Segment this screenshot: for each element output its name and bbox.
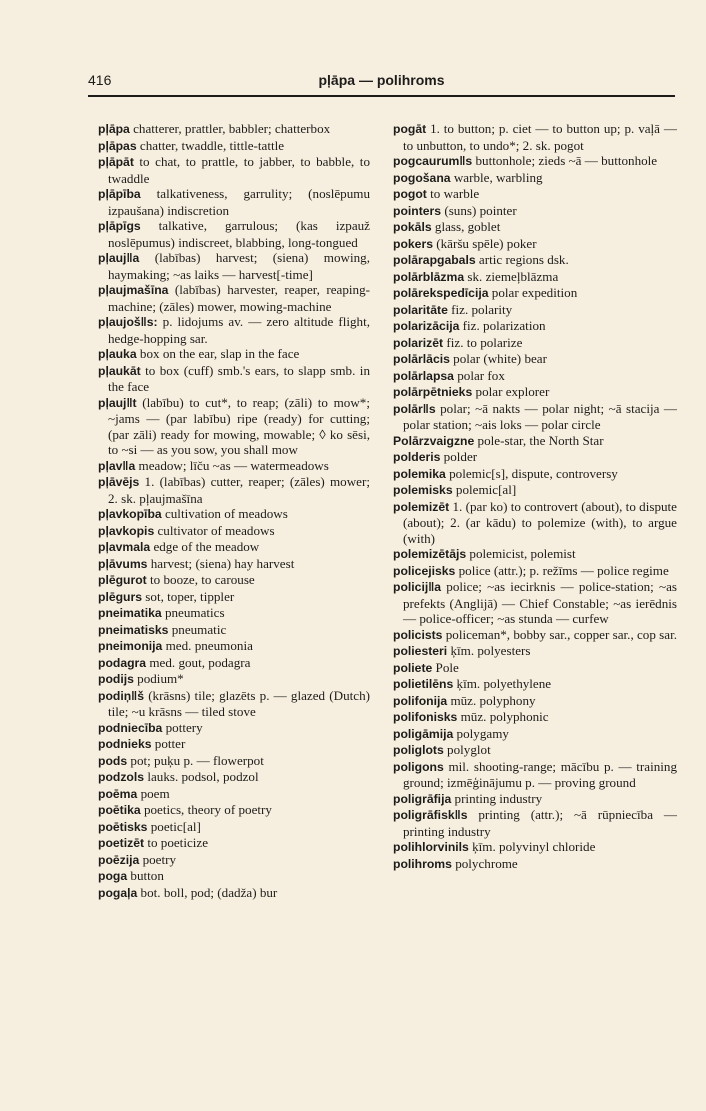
entry-headword: pļaujošǁs: bbox=[98, 315, 158, 329]
dictionary-entry bbox=[393, 401, 677, 433]
entry-gloss: (labības) harvest; (siena) mowing, haymaking; ~as laiks — harvest[-time] bbox=[108, 250, 370, 282]
entry-gloss: warble, warbling bbox=[450, 169, 543, 185]
entry-headword: pļavkopis bbox=[98, 523, 155, 538]
dictionary-entry bbox=[98, 720, 370, 737]
entry-gloss: to chat, to prattle, to jabber, to babble, to twaddle bbox=[108, 154, 370, 186]
entry-headword: polemika bbox=[393, 466, 446, 481]
entry-headword: pļavmala bbox=[98, 540, 151, 554]
entry-gloss: polemicist, polemist bbox=[466, 546, 576, 561]
entry-headword: polihlorvinils bbox=[393, 840, 469, 854]
dictionary-entry bbox=[98, 655, 370, 672]
dictionary-entry bbox=[98, 852, 370, 869]
entry-gloss: pneumatic bbox=[168, 621, 227, 637]
entry-gloss: Pole bbox=[432, 659, 459, 675]
dictionary-entry bbox=[393, 335, 677, 352]
dictionary-entry bbox=[393, 546, 677, 563]
dictionary-entry bbox=[98, 474, 370, 506]
dictionary-entry bbox=[98, 346, 370, 363]
entry-headword: poētisks bbox=[98, 819, 148, 834]
entry-gloss: mūz. polyphony bbox=[447, 692, 536, 708]
dictionary-entry bbox=[393, 482, 677, 499]
entry-gloss: mūz. polyphonic bbox=[457, 709, 549, 724]
running-head: pļāpa — polihroms bbox=[318, 72, 445, 88]
dictionary-entry bbox=[393, 384, 677, 401]
dictionary-entry bbox=[98, 458, 370, 475]
dictionary-entry bbox=[98, 786, 370, 803]
entry-gloss: polar explorer bbox=[472, 384, 550, 399]
entry-headword: pļāpa bbox=[98, 122, 130, 136]
entry-gloss: talkative, garrulous; (kas izpauž noslēpumus) indiscreet, blabbing, long-tongued bbox=[108, 218, 370, 250]
entry-gloss: glass, goblet bbox=[431, 219, 501, 234]
entry-gloss: artic regions dsk. bbox=[475, 252, 569, 267]
entry-headword: plēgurot bbox=[98, 573, 147, 587]
entry-gloss: talkativeness, garrulity; (noslēpumu izpaušana) indiscretion bbox=[108, 186, 370, 218]
dictionary-entry bbox=[98, 885, 370, 902]
entry-gloss: fiz. polarity bbox=[447, 301, 513, 317]
entry-headword: pogaļa bbox=[98, 885, 138, 900]
dictionary-entry bbox=[393, 368, 677, 385]
right-column bbox=[393, 121, 677, 872]
dictionary-entry bbox=[393, 627, 677, 644]
entry-gloss: to warble bbox=[426, 186, 480, 201]
entry-gloss: (krāsns) tile; glazēts p. — glazed (Dutch) tile; ~u krāsns — tiled stove bbox=[108, 687, 370, 719]
entry-gloss: 1. (par ko) to controvert (about), to dispute (about); 2. (ar kādu) to polemize (with), to argue (with) bbox=[403, 498, 677, 546]
entry-headword: pļaujǁt bbox=[98, 395, 137, 410]
entry-gloss: box on the ear, slap in the face bbox=[136, 346, 300, 361]
entry-headword: pļavkopība bbox=[98, 507, 162, 521]
entry-headword: policists bbox=[393, 627, 443, 642]
entry-gloss: pottery bbox=[162, 719, 203, 735]
dictionary-entry bbox=[393, 742, 677, 759]
dictionary-entry bbox=[98, 671, 370, 688]
page-number: 416 bbox=[88, 72, 112, 88]
entry-headword: podagra bbox=[98, 655, 147, 670]
entry-gloss: sk. ziemeļblāzma bbox=[464, 268, 559, 284]
entry-gloss: police; ~as iecirknis — police-station; ~as prefekts (Anglijā) — Chief Constable; ~as ierēdnis — police-officer; ~as stunda — curfew bbox=[403, 579, 677, 626]
entry-gloss: lauks. podsol, podzol bbox=[144, 769, 259, 784]
dictionary-entry bbox=[393, 449, 677, 466]
entry-gloss: button bbox=[127, 868, 164, 883]
entry-headword: pļāpas bbox=[98, 138, 137, 153]
entry-headword: polārpētnieks bbox=[393, 385, 473, 399]
entry-headword: pogāt bbox=[393, 122, 427, 136]
entry-headword: polietilēns bbox=[393, 677, 454, 691]
dictionary-entry bbox=[98, 250, 370, 282]
entry-headword: polemizētājs bbox=[393, 547, 467, 561]
dictionary-entry bbox=[393, 726, 677, 743]
entry-gloss: poem bbox=[137, 785, 170, 801]
dictionary-entry bbox=[98, 688, 370, 720]
entry-gloss: printing (attr.); ~ā rūpniecība — printing industry bbox=[403, 807, 677, 839]
entry-headword: podijs bbox=[98, 672, 134, 686]
entry-gloss: (kāršu spēle) poker bbox=[432, 235, 537, 251]
dictionary-entry bbox=[98, 556, 370, 573]
entry-gloss: policeman*, bobby sar., copper sar., cop sar. bbox=[442, 626, 677, 642]
entry-headword: poligrāfiskǁs bbox=[393, 808, 468, 822]
entry-headword: podnieks bbox=[98, 737, 152, 751]
entry-headword: podiņǁš bbox=[98, 688, 145, 703]
dictionary-entry bbox=[393, 236, 677, 253]
dictionary-entry bbox=[393, 219, 677, 236]
entry-gloss: poetics, theory of poetry bbox=[140, 802, 272, 817]
entry-headword: poligrāfija bbox=[393, 791, 452, 806]
entry-headword: podzols bbox=[98, 770, 145, 784]
entry-headword: poligāmija bbox=[393, 726, 454, 741]
entry-headword: polārǁs bbox=[393, 401, 436, 416]
dictionary-entry bbox=[98, 363, 370, 395]
entry-gloss: ķīm. polyesters bbox=[447, 643, 531, 658]
entry-headword: polārblāzma bbox=[393, 269, 465, 284]
entry-headword: polārapgabals bbox=[393, 253, 476, 267]
dictionary-entry bbox=[393, 563, 677, 580]
dictionary-entry bbox=[393, 499, 677, 547]
entry-headword: poga bbox=[98, 869, 128, 883]
dictionary-entry bbox=[98, 736, 370, 753]
entry-headword: polemizēt bbox=[393, 499, 450, 514]
dictionary-entry bbox=[393, 433, 677, 450]
entry-gloss: to box (cuff) smb.'s ears, to slapp smb. in the face bbox=[108, 362, 370, 394]
entry-gloss: printing industry bbox=[451, 790, 543, 806]
entry-headword: policijǁa bbox=[393, 580, 442, 594]
entry-headword: polarizēt bbox=[393, 335, 444, 350]
entry-gloss: poetic[al] bbox=[147, 818, 201, 834]
entry-headword: pokāls bbox=[393, 220, 432, 234]
dictionary-entry bbox=[393, 579, 677, 627]
dictionary-entry bbox=[98, 753, 370, 770]
entry-gloss: cultivation of meadows bbox=[161, 506, 288, 521]
dictionary-entry bbox=[98, 186, 370, 218]
dictionary-entry bbox=[393, 203, 677, 220]
entry-headword: polihroms bbox=[393, 856, 452, 871]
dictionary-entry bbox=[98, 282, 370, 314]
entry-gloss: polygamy bbox=[453, 725, 509, 741]
entry-gloss: polar (white) bear bbox=[449, 351, 547, 366]
entry-gloss: mil. shooting-range; mācību p. — training ground; izmēģinājumu p. — proving ground bbox=[403, 758, 677, 790]
entry-headword: pogot bbox=[393, 187, 427, 201]
entry-headword: poligons bbox=[393, 759, 444, 774]
entry-gloss: polyglot bbox=[443, 742, 491, 757]
entry-gloss: fiz. polarization bbox=[459, 318, 546, 333]
dictionary-entry bbox=[98, 589, 370, 606]
dictionary-entry bbox=[393, 791, 677, 808]
dictionary-entry bbox=[393, 285, 677, 302]
entry-gloss: polychrome bbox=[451, 855, 518, 871]
dictionary-entry bbox=[98, 638, 370, 655]
entry-headword: poēma bbox=[98, 786, 138, 801]
entry-headword: pļaukāt bbox=[98, 363, 141, 378]
entry-gloss: pneumatics bbox=[161, 605, 225, 620]
entry-gloss: ķīm. polyvinyl chloride bbox=[468, 839, 596, 854]
dictionary-entry bbox=[393, 121, 677, 153]
dictionary-entry bbox=[393, 269, 677, 286]
entry-gloss: meadow; līču ~as — watermeadows bbox=[135, 457, 329, 473]
dictionary-entry bbox=[393, 839, 677, 856]
entry-headword: polārlapsa bbox=[393, 368, 454, 383]
entry-gloss: police (attr.); p. režīms — police regime bbox=[455, 562, 669, 578]
dictionary-entry bbox=[98, 802, 370, 819]
entry-headword: pogcaurumǁs bbox=[393, 154, 473, 168]
entry-gloss: fiz. to polarize bbox=[443, 334, 523, 350]
entry-headword: pļāpīgs bbox=[98, 219, 141, 233]
entry-gloss: 1. (labības) cutter, reaper; (zāles) mower; 2. sk. pļaujmašīna bbox=[108, 474, 370, 506]
entry-gloss: harvest; (siena) hay harvest bbox=[147, 555, 295, 571]
dictionary-entry bbox=[393, 318, 677, 335]
entry-gloss: buttonhole; zieds ~ā — buttonhole bbox=[472, 153, 658, 168]
dictionary-entry bbox=[98, 769, 370, 786]
entry-gloss: podium* bbox=[133, 671, 184, 686]
dictionary-entry bbox=[98, 121, 370, 138]
dictionary-entry bbox=[98, 138, 370, 155]
entry-headword: pokers bbox=[393, 236, 433, 251]
page-header bbox=[88, 72, 675, 96]
entry-gloss: cultivator of meadows bbox=[154, 522, 275, 538]
dictionary-entry bbox=[393, 170, 677, 187]
entry-headword: plēgurs bbox=[98, 589, 143, 604]
entry-gloss: sot, toper, tippler bbox=[142, 588, 235, 604]
dictionary-entry bbox=[98, 154, 370, 186]
entry-gloss: polder bbox=[440, 449, 478, 464]
entry-gloss: med. gout, podagra bbox=[146, 654, 251, 670]
entry-gloss: p. lidojums av. — zero altitude flight, hedge-hopping sar. bbox=[108, 314, 370, 346]
dictionary-entry bbox=[393, 643, 677, 660]
entry-gloss: polemic[al] bbox=[452, 482, 517, 497]
header-rule bbox=[88, 95, 675, 97]
entry-headword: pļavǁa bbox=[98, 458, 136, 473]
entry-headword: policejisks bbox=[393, 563, 456, 578]
dictionary-entry bbox=[98, 605, 370, 622]
entry-headword: pļāvējs bbox=[98, 475, 140, 489]
entry-headword: pļaujǁa bbox=[98, 251, 140, 265]
entry-headword: pļaujmašīna bbox=[98, 283, 169, 297]
dictionary-entry bbox=[98, 314, 370, 346]
entry-headword: pneimatisks bbox=[98, 622, 169, 637]
entry-headword: poliglots bbox=[393, 743, 444, 757]
dictionary-entry bbox=[98, 835, 370, 852]
entry-headword: polifonisks bbox=[393, 710, 458, 724]
entry-headword: polārekspedīcija bbox=[393, 286, 489, 300]
entry-headword: pļauka bbox=[98, 347, 137, 361]
entry-gloss: bot. boll, pod; (dadža) bur bbox=[137, 884, 278, 900]
entry-gloss: edge of the meadow bbox=[150, 539, 260, 554]
entry-gloss: polar; ~ā nakts — polar night; ~ā stacija — polar station; ~ais loks — polar circle bbox=[403, 400, 677, 432]
dictionary-entry bbox=[393, 759, 677, 791]
entry-headword: pneimonija bbox=[98, 639, 163, 653]
entry-headword: pļāpība bbox=[98, 187, 141, 201]
entry-gloss: polemic[s], dispute, controversy bbox=[445, 465, 618, 481]
dictionary-entry bbox=[393, 302, 677, 319]
dictionary-entry bbox=[393, 660, 677, 677]
entry-headword: polarizācija bbox=[393, 319, 460, 333]
dictionary-entry bbox=[393, 693, 677, 710]
entry-headword: poliesteri bbox=[393, 644, 448, 658]
entry-gloss: (suns) pointer bbox=[441, 202, 517, 218]
entry-gloss: chatter, twaddle, tittle-tattle bbox=[136, 137, 285, 153]
entry-headword: pods bbox=[98, 753, 128, 768]
entry-gloss: poetry bbox=[139, 851, 177, 867]
entry-headword: polaritāte bbox=[393, 302, 448, 317]
entry-gloss: (labību) to cut*, to reap; (zāli) to mow*; ~jams — (par labību) ripe (ready) for cutting; (par zāli) ready for mowing, mowable; ◊ ko sēsi, to ~si — as you sow, you shall mow bbox=[108, 394, 370, 457]
dictionary-entry bbox=[98, 539, 370, 556]
dictionary-entry bbox=[393, 351, 677, 368]
dictionary-entry bbox=[393, 807, 677, 839]
dictionary-entry bbox=[98, 506, 370, 523]
left-column bbox=[98, 121, 370, 901]
entry-gloss: med. pneumonia bbox=[162, 638, 253, 653]
dictionary-entry bbox=[98, 868, 370, 885]
dictionary-entry bbox=[393, 709, 677, 726]
entry-gloss: (labības) harvester, reaper, reaping-machine; (zāles) mower, mowing-machine bbox=[108, 282, 370, 314]
dictionary-entry bbox=[393, 186, 677, 203]
entry-gloss: pole-star, the North Star bbox=[474, 432, 604, 448]
entry-gloss: polar expedition bbox=[488, 285, 578, 300]
entry-gloss: ķīm. polyethylene bbox=[453, 676, 552, 691]
entry-headword: poētika bbox=[98, 803, 141, 817]
entry-headword: poetizēt bbox=[98, 836, 145, 850]
dictionary-entry bbox=[393, 466, 677, 483]
entry-headword: poēzija bbox=[98, 852, 140, 867]
entry-gloss: pot; puķu p. — flowerpot bbox=[127, 752, 264, 768]
dictionary-entry bbox=[98, 523, 370, 540]
entry-headword: polderis bbox=[393, 450, 441, 464]
entry-headword: polifonija bbox=[393, 693, 448, 708]
entry-headword: pogošana bbox=[393, 170, 451, 185]
entry-headword: poliete bbox=[393, 660, 433, 675]
dictionary-entry bbox=[98, 819, 370, 836]
entry-headword: pneimatika bbox=[98, 606, 162, 620]
entry-headword: pointers bbox=[393, 203, 442, 218]
entry-headword: polārlācis bbox=[393, 352, 450, 366]
entry-gloss: chatterer, prattler, babbler; chatterbox bbox=[129, 121, 331, 136]
entry-gloss: to booze, to carouse bbox=[146, 572, 255, 587]
dictionary-entry bbox=[393, 676, 677, 693]
dictionary-entry bbox=[98, 218, 370, 250]
entry-headword: podniecība bbox=[98, 720, 163, 735]
dictionary-entry bbox=[393, 252, 677, 269]
dictionary-entry bbox=[98, 622, 370, 639]
dictionary-entry bbox=[98, 395, 370, 458]
dictionary-entry bbox=[98, 572, 370, 589]
entry-gloss: 1. to button; p. ciet — to button up; p. vaļā — to unbutton, to undo*; 2. sk. pogot bbox=[403, 121, 677, 153]
entry-gloss: polar fox bbox=[453, 367, 505, 383]
entry-headword: polemisks bbox=[393, 483, 453, 497]
entry-gloss: to poeticize bbox=[144, 835, 209, 850]
dictionary-entry bbox=[393, 856, 677, 873]
entry-gloss: potter bbox=[151, 736, 186, 751]
entry-headword: Polārzvaigzne bbox=[393, 433, 475, 448]
entry-headword: pļāvums bbox=[98, 556, 148, 571]
entry-headword: pļāpāt bbox=[98, 155, 134, 169]
dictionary-entry bbox=[393, 153, 677, 170]
